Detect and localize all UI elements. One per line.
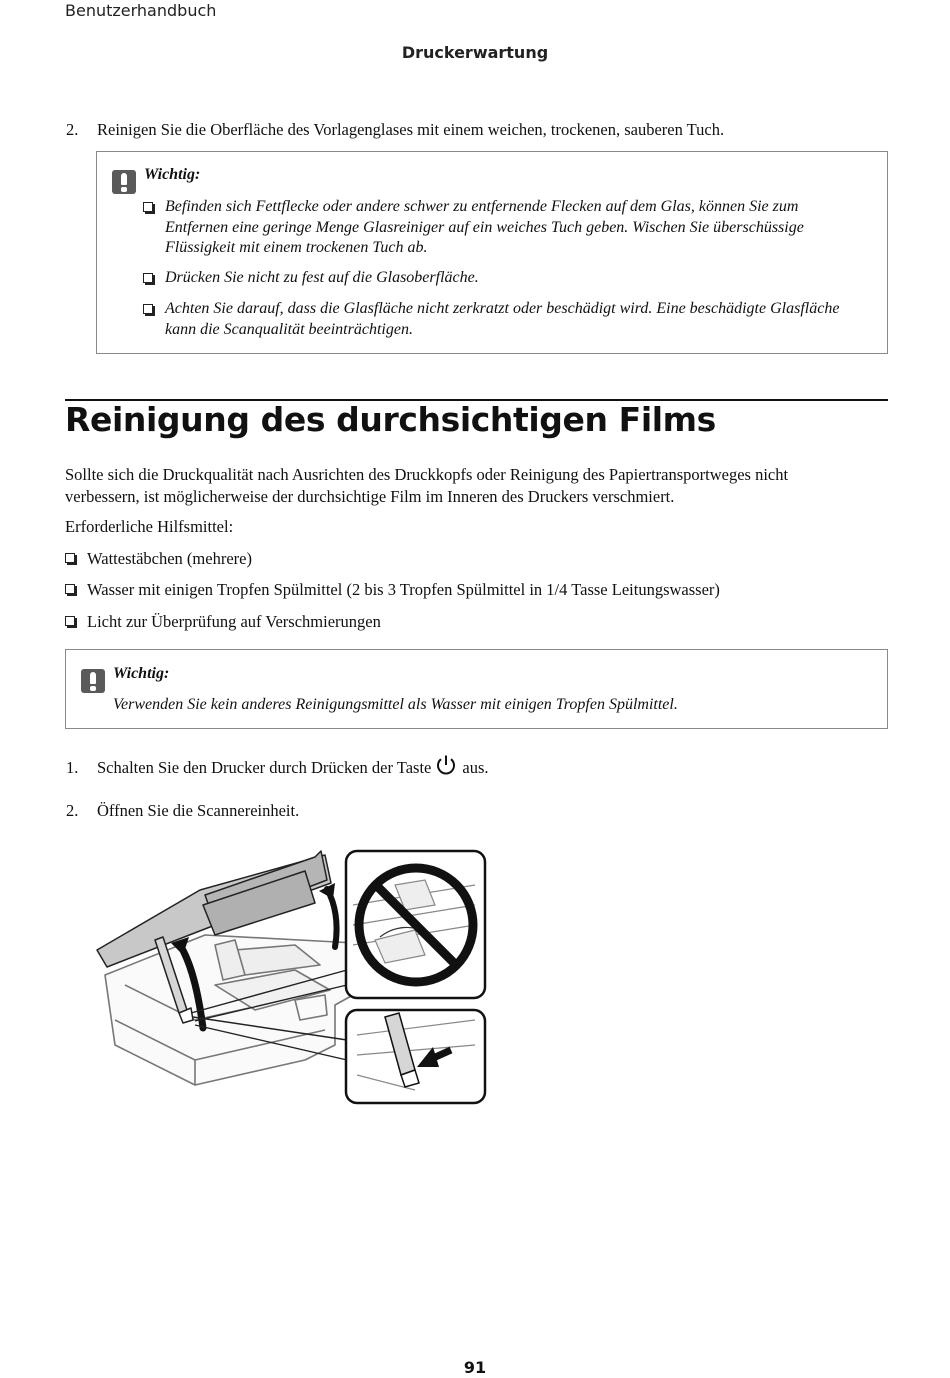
important-text: Verwenden Sie kein anderes Reinigungsmittel als Wasser mit einigen Tropfen Spülmittel. xyxy=(113,696,678,713)
tool-list-item xyxy=(65,548,865,570)
step-power-off xyxy=(66,757,866,781)
step-open-scanner xyxy=(66,800,866,822)
important-icon xyxy=(112,170,136,194)
tool-list-item xyxy=(65,579,865,601)
tool-text: Wattestäbchen (mehrere) xyxy=(87,549,252,568)
checkbox-bullet-icon xyxy=(65,584,75,594)
checkbox-bullet-icon xyxy=(143,273,153,283)
step-text: Reinigen Sie die Oberfläche des Vorlagenglases mit einem weichen, trockenen, sauberen Tuch. xyxy=(97,120,725,139)
step-text: Öffnen Sie die Scannereinheit. xyxy=(97,801,300,820)
step-clean-glass xyxy=(66,119,866,141)
important-title: Wichtig: xyxy=(113,665,170,682)
checkbox-bullet-icon xyxy=(65,553,75,563)
step-number: 2. xyxy=(66,120,79,139)
intro-paragraph xyxy=(65,464,895,507)
step-number: 2. xyxy=(66,801,79,820)
tools-label: Erforderliche Hilfsmittel: xyxy=(65,517,234,536)
tool-text: Licht zur Überprüfung auf Verschmierungen xyxy=(87,612,381,631)
running-header: Benutzerhandbuch xyxy=(65,1,217,20)
intro-line: Sollte sich die Druckqualität nach Ausrichten des Druckkopfs oder Reinigung des Papiertransportweges nicht xyxy=(65,465,789,484)
checkbox-bullet-icon xyxy=(65,616,75,626)
chapter-title: Druckerwartung xyxy=(401,43,549,62)
important-item-line: kann die Scanqualität beeinträchtigen. xyxy=(165,320,413,338)
important-item-line: Achten Sie darauf, dass die Glasfläche nicht zerkratzt oder beschädigt wird. Eine beschädigte Glasfläche xyxy=(165,300,840,317)
step-number: 1. xyxy=(66,758,79,777)
tool-text: Wasser mit einigen Tropfen Spülmittel (2 bis 3 Tropfen Spülmittel in 1/4 Tasse Leitungswasser) xyxy=(87,580,720,599)
tool-list-item xyxy=(65,611,865,633)
checkbox-bullet-icon xyxy=(143,304,153,314)
section-heading: Reinigung des durchsichtigen Films xyxy=(65,400,716,439)
step-text: Schalten Sie den Drucker durch Drücken der Taste xyxy=(97,758,432,777)
open-scanner-illustration xyxy=(95,845,490,1107)
important-box-glass xyxy=(96,151,888,354)
checkbox-bullet-icon xyxy=(143,202,153,212)
important-icon xyxy=(81,669,105,693)
important-item-line: Befinden sich Fettflecke oder andere schwer zu entfernende Flecken auf dem Glas, können Sie zum xyxy=(165,198,799,215)
important-item-line: Flüssigkeit mit einem trockenen Tuch ab. xyxy=(165,239,428,256)
important-box-detergent xyxy=(65,649,888,729)
intro-line: verbessern, ist möglicherweise der durchsichtige Film im Inneren des Druckers verschmiert. xyxy=(65,486,675,506)
important-item-line: Entfernen eine geringe Menge Glasreiniger auf ein weiches Tuch geben. Wischen Sie überschüssige xyxy=(165,218,804,236)
important-item-line: Drücken Sie nicht zu fest auf die Glasoberfläche. xyxy=(165,269,479,286)
important-title: Wichtig: xyxy=(144,166,201,183)
power-icon xyxy=(434,754,458,778)
page-number: 91 xyxy=(463,1358,487,1377)
step-text-end: aus. xyxy=(462,758,489,777)
